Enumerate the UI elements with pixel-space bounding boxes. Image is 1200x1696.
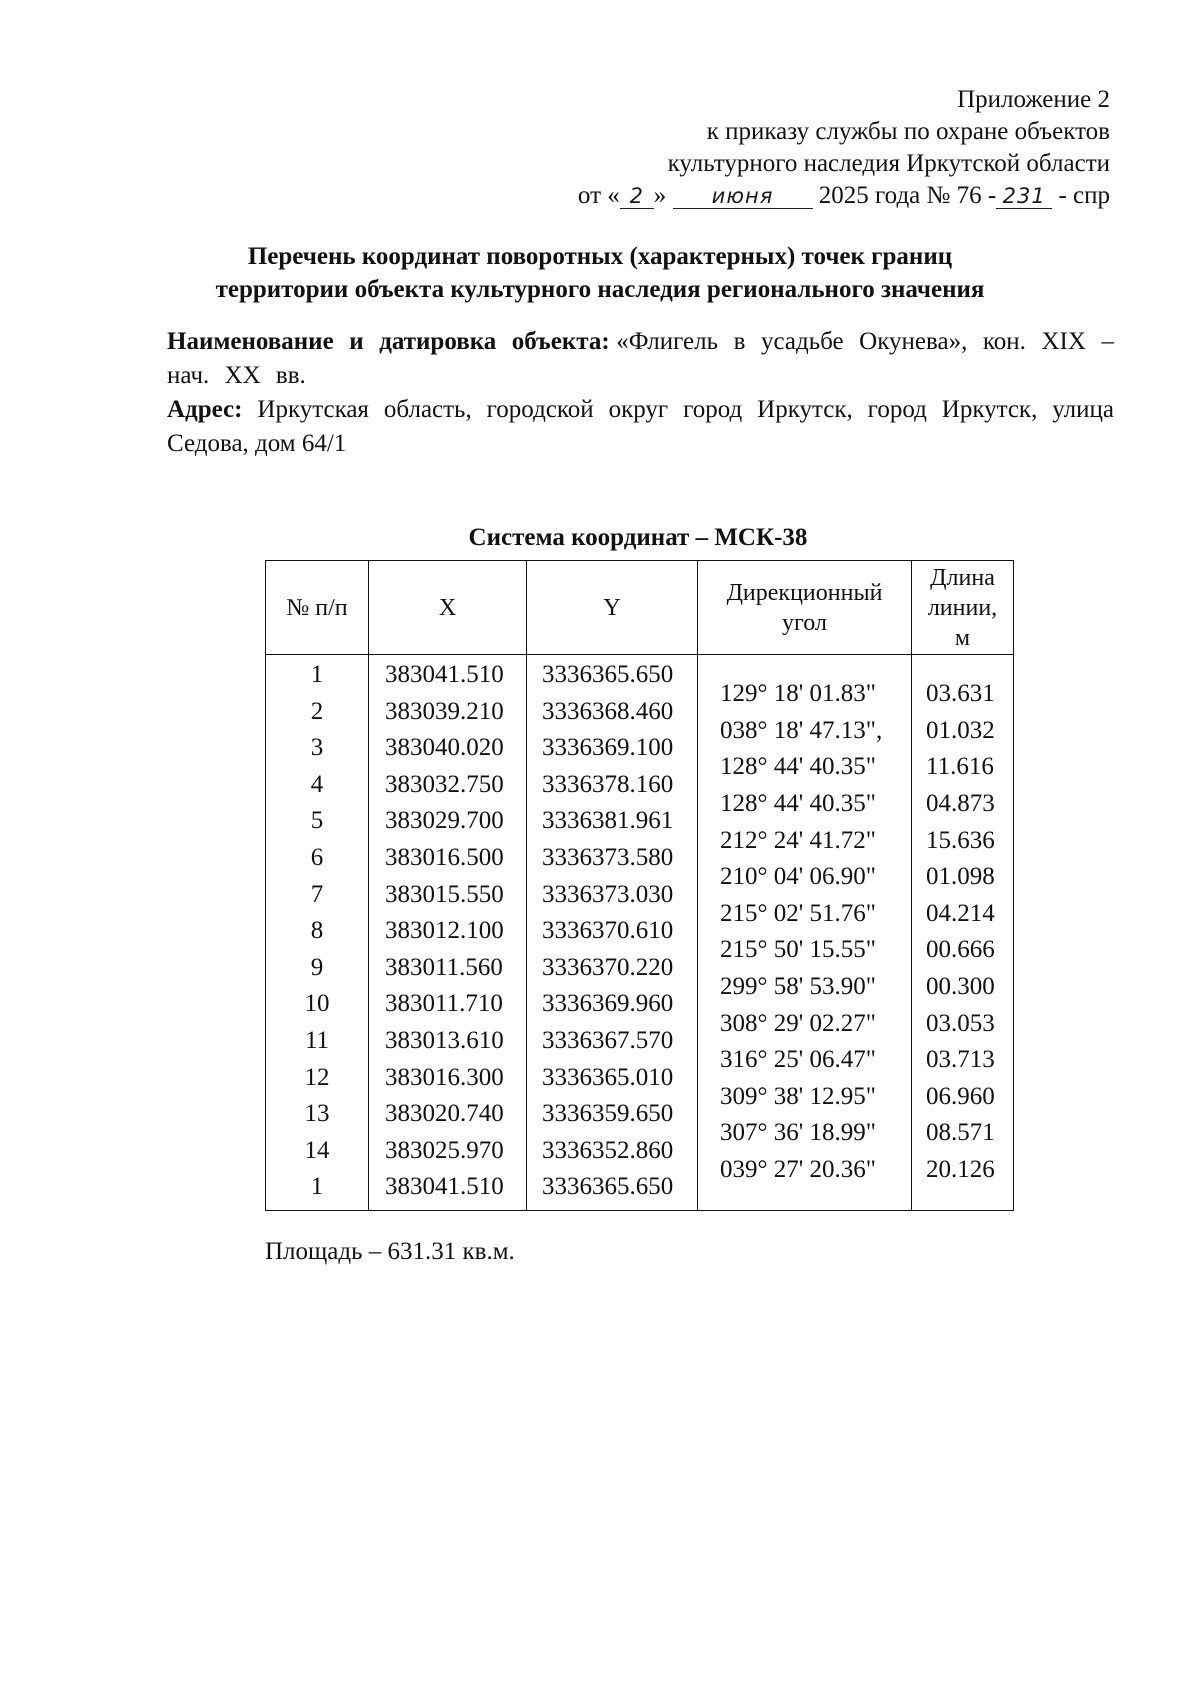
y-coordinate-cell: 3336365.650 — [542, 661, 674, 688]
point-number-cell: 3 — [310, 734, 324, 762]
x-coordinate-cell: 383032.750 — [385, 770, 504, 798]
line-length-cell: 04.873 — [926, 790, 995, 818]
direction-angle-cell: 316° 25' 06.47" — [720, 1046, 876, 1074]
length-value-list — [912, 656, 1013, 1208]
direction-angle-cell: 210° 04' 06.90" — [720, 863, 876, 891]
direction-angle-cell: 299° 58' 53.90" — [720, 973, 876, 1001]
header-length-line-3: м — [954, 624, 971, 651]
area-summary: Площадь – 631.31 кв.м. — [265, 1238, 515, 1265]
x-coordinate-cell: 383011.710 — [385, 990, 503, 1018]
direction-angle-cell: 128° 44' 40.35" — [720, 790, 876, 818]
header-point-number: № п/п — [266, 561, 369, 655]
table-caption: Система координат – МСК-38 — [468, 524, 808, 551]
header-direction-angle — [698, 561, 912, 655]
x-coordinate-cell: 383025.970 — [385, 1136, 504, 1164]
line-length-cell: 08.571 — [926, 1119, 995, 1147]
point-number-cell: 4 — [310, 770, 324, 798]
object-address-value: Иркутская область, городской округ город Иркутск, город Иркутск, улица Седова, дом 64/1 — [167, 396, 1115, 457]
x-coordinate-cell: 383012.100 — [385, 917, 504, 945]
coordinates-table — [265, 560, 1014, 1211]
object-name-label: Наименование и датировка объекта: — [167, 328, 610, 355]
y-coordinate-cell: 3336381.961 — [542, 807, 674, 835]
object-name-value: «Флигель в усадьбе Окунева», кон. XIX – нач. XX вв. — [167, 328, 1115, 389]
direction-angle-cell: 309° 38' 12.95" — [720, 1082, 876, 1110]
y-coordinate-cell: 3336370.610 — [542, 917, 674, 945]
date-prefix: от « — [577, 182, 620, 209]
y-coordinate-cell: 3336369.100 — [542, 734, 674, 762]
x-coordinate-cell: 383020.740 — [385, 1100, 504, 1128]
line-length-cell: 04.214 — [926, 899, 995, 927]
point-number-cell: 8 — [310, 917, 324, 945]
direction-angle-cell: 212° 24' 41.72" — [720, 826, 876, 854]
object-address-paragraph — [167, 393, 1114, 461]
point-number-cell: 13 — [304, 1100, 330, 1128]
y-column — [527, 655, 698, 1211]
x-coordinate-cell: 383040.020 — [385, 734, 504, 762]
point-number-cell: 1 — [310, 1173, 324, 1201]
appendix-authority: культурного наследия Иркутской области — [667, 150, 1110, 177]
handwritten-day: 2 — [620, 184, 654, 209]
order-suffix: - спр — [1058, 182, 1110, 209]
y-value-list — [527, 655, 697, 1210]
line-length-cell: 20.126 — [926, 1156, 995, 1184]
y-coordinate-cell: 3336352.860 — [542, 1136, 674, 1164]
point-number-cell: 11 — [304, 1026, 330, 1054]
x-coordinate-cell: 383041.510 — [385, 1173, 504, 1201]
table-body-row — [266, 655, 1014, 1211]
header-length-line-2: линии, — [927, 594, 998, 621]
point-number-cell: 14 — [304, 1136, 330, 1164]
direction-angle-cell: 307° 36' 18.99" — [720, 1119, 876, 1147]
object-info — [167, 325, 1114, 461]
point-number-cell: 12 — [304, 1063, 330, 1091]
point-number-cell: 7 — [310, 880, 324, 908]
line-length-cell: 15.636 — [926, 826, 995, 854]
y-coordinate-cell: 3336378.160 — [542, 770, 674, 798]
direction-angle-cell: 038° 18' 47.13", — [720, 716, 883, 744]
angle-column — [698, 655, 912, 1211]
appendix-order-ref: к приказу службы по охране объектов — [706, 118, 1110, 145]
x-coordinate-cell: 383011.560 — [385, 953, 503, 981]
object-name-paragraph — [167, 325, 1114, 393]
y-coordinate-cell: 3336365.010 — [542, 1063, 674, 1091]
handwritten-month: июня — [673, 184, 813, 209]
x-column — [369, 655, 527, 1211]
line-length-cell: 03.713 — [926, 1046, 995, 1074]
title-line-2: территории объекта культурного наследия регионального значения — [215, 276, 985, 303]
x-coordinate-cell: 383039.210 — [385, 697, 504, 725]
handwritten-order-number: 231 — [996, 184, 1052, 209]
y-coordinate-cell: 3336359.650 — [542, 1100, 674, 1128]
y-coordinate-cell: 3336368.460 — [542, 697, 674, 725]
point-number-cell: 9 — [310, 953, 324, 981]
point-number-cell: 2 — [310, 697, 324, 725]
direction-angle-cell: 215° 02' 51.76" — [720, 899, 876, 927]
length-column — [912, 655, 1014, 1211]
y-coordinate-cell: 3336370.220 — [542, 953, 674, 981]
line-length-cell: 11.616 — [926, 753, 994, 781]
y-coordinate-cell: 3336365.650 — [542, 1173, 674, 1201]
y-coordinate-cell: 3336373.580 — [542, 843, 674, 871]
x-coordinate-cell: 383016.500 — [385, 843, 504, 871]
header-angle-line-2: угол — [782, 609, 827, 636]
x-coordinate-cell: 383041.510 — [385, 661, 504, 688]
year-text: 2025 года № 76 - — [818, 182, 997, 209]
table-header-row — [266, 561, 1014, 655]
direction-angle-cell: 128° 44' 40.35" — [720, 753, 876, 781]
point-number-cell: 1 — [310, 661, 324, 688]
line-length-cell: 01.032 — [926, 716, 995, 744]
direction-angle-cell: 308° 29' 02.27" — [720, 1009, 876, 1037]
day-suffix: » — [653, 182, 667, 209]
header-line-length — [912, 561, 1014, 655]
line-length-cell: 06.960 — [926, 1082, 995, 1110]
appendix-date-line — [578, 180, 1110, 212]
header-length-line-1: Длина — [930, 564, 995, 591]
x-coordinate-cell: 383016.300 — [385, 1063, 504, 1091]
line-length-cell: 00.666 — [926, 936, 995, 964]
title-line-1: Перечень координат поворотных (характерных) точек границ — [247, 243, 953, 270]
point-number-cell: 6 — [310, 843, 324, 871]
header-x: X — [369, 561, 527, 655]
y-coordinate-cell: 3336367.570 — [542, 1026, 674, 1054]
line-length-cell: 03.053 — [926, 1009, 995, 1037]
x-coordinate-cell: 383013.610 — [385, 1026, 504, 1054]
y-coordinate-cell: 3336373.030 — [542, 880, 674, 908]
header-y: Y — [527, 561, 698, 655]
point-number-cell: 10 — [304, 990, 330, 1018]
appendix-number: Приложение 2 — [957, 86, 1110, 113]
line-length-cell: 01.098 — [926, 863, 995, 891]
line-length-cell: 00.300 — [926, 973, 995, 1001]
direction-angle-cell: 215° 50' 15.55" — [720, 936, 876, 964]
angle-value-list — [698, 656, 911, 1208]
point-number-cell: 5 — [310, 807, 324, 835]
line-length-cell: 03.631 — [926, 680, 995, 708]
x-coordinate-cell: 383029.700 — [385, 807, 504, 835]
appendix-header — [578, 84, 1110, 212]
y-coordinate-cell: 3336369.960 — [542, 990, 674, 1018]
direction-angle-cell: 039° 27' 20.36" — [720, 1156, 876, 1184]
direction-angle-cell: 129° 18' 01.83" — [720, 680, 876, 708]
point-number-list — [266, 655, 368, 1210]
x-value-list — [369, 655, 526, 1210]
document-title — [130, 240, 1070, 306]
point-number-column — [266, 655, 369, 1211]
header-angle-line-1: Дирекционный — [726, 579, 883, 606]
object-address-label: Адрес: — [167, 396, 243, 423]
x-coordinate-cell: 383015.550 — [385, 880, 504, 908]
